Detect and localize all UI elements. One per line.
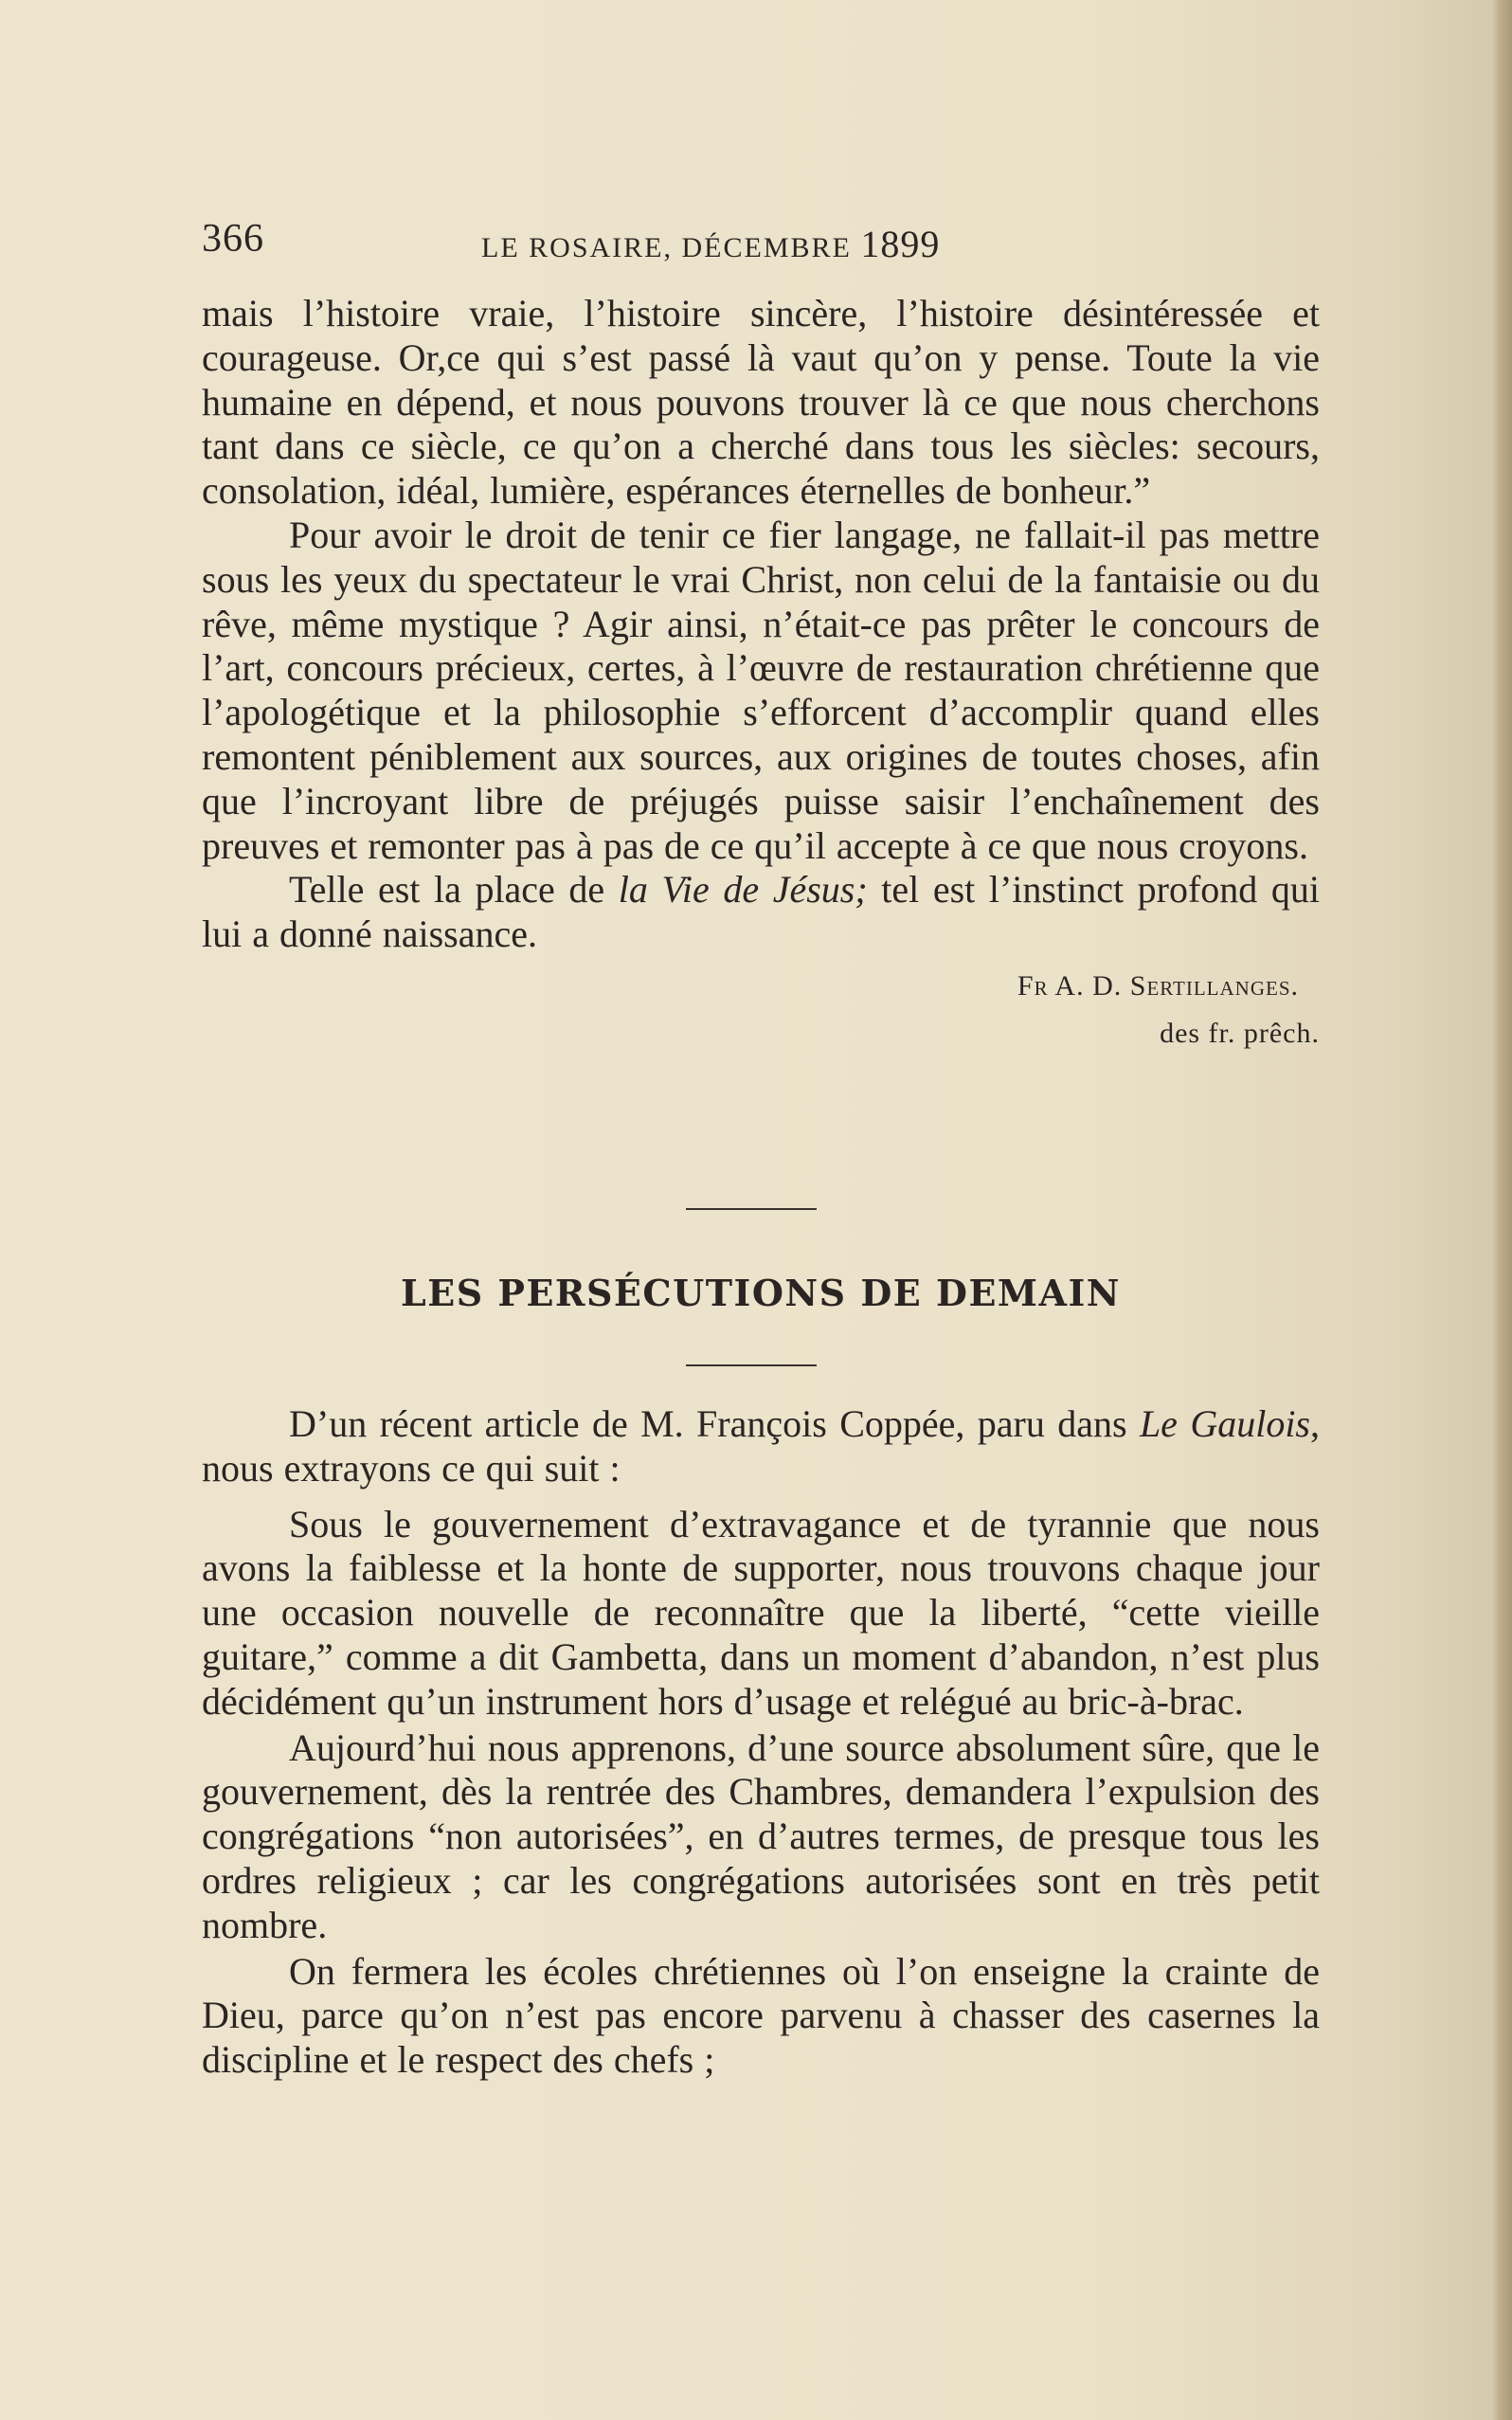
intro-italic: Le Gaulois <box>1139 1402 1310 1445</box>
signature-order: des fr. prêch. <box>1160 1017 1320 1049</box>
section-paragraph-3: On fermera les écoles chrétiennes où l’on enseigne la crainte de Dieu, parce qu’on n’est pas encore parvenu à chasser des casernes la discipline et le respect des chefs ; <box>202 1949 1320 2082</box>
intro-text-a: D’un récent article de M. François Coppée, paru dans <box>289 1402 1140 1445</box>
separator-rule-top <box>686 1208 817 1210</box>
running-title-text: LE ROSAIRE, DÉCEMBRE <box>481 232 852 263</box>
paragraph-3-text-a: Telle est la place de <box>289 868 619 912</box>
paragraph-3-text-b: tel est l’instinct profond qui lui a donné naissance. <box>202 868 1321 956</box>
article-continuation <box>202 292 1320 1059</box>
page-header <box>202 216 1315 273</box>
paragraph-1: mais l’histoire vraie, l’histoire sincère, l’histoire désintéressée et courageuse. Or,ce qui s’est passé là vaut qu’on y pense. Toute la vie humaine en dépend, et nous pouvons trouver là ce que nous cherchons tant dans ce siècle, ce qu’on a cherché dans tous les siècles: secours, consolation, idéal, lumière, espérances éternelles de bonheur.” <box>202 292 1320 513</box>
running-title-year: 1899 <box>860 223 941 265</box>
section-paragraph-2: Aujourd’hui nous apprenons, d’une source absolument sûre, que le gouvernement, dès la rentrée des Chambres, demandera l’expulsion des congrégations “non autorisées”, en d’autres termes, de presque tous les ordres religieux ; car les congrégations autorisées sont en très petit nombre. <box>202 1725 1320 1946</box>
page-edge <box>1491 0 1512 2420</box>
article-persecutions <box>202 1402 1320 2083</box>
signature: Fr A. D. Sertillanges. <box>1017 969 1299 1002</box>
running-title <box>481 222 940 266</box>
section-title: LES PERSÉCUTIONS DE DEMAIN <box>401 1272 1121 1314</box>
separator-rule-bottom <box>686 1364 817 1366</box>
section-paragraph-1: Sous le gouvernement d’extravagance et de tyrannie que nous avons la faiblesse et la honte de supporter, nous trouvons chaque jour une occasion nouvelle de reconnaître que la liberté, “cette vieille guitare,” comme a dit Gambetta, dans un moment d’abandon, n’est plus décidément qu’un instrument hors d’usage et relégué au bric-à-brac. <box>202 1502 1320 1723</box>
paragraph-3 <box>202 868 1320 957</box>
paragraph-3-italic: la Vie de Jésus; <box>618 868 868 912</box>
paragraph-2: Pour avoir le droit de tenir ce fier langage, ne fallait-il pas mettre sous les yeux du spectateur le vrai Christ, non celui de la fantaisie ou du rêve, même mystique ? Agir ainsi, n’était-ce pas prêter le concours de l’art, concours précieux, certes, à l’œuvre de restauration chrétienne que l’apologétique et la philosophie s’efforcent d’accomplir quand elles remontent péniblement aux sources, aux origines de toutes choses, afin que l’incroyant libre de préjugés puisse saisir l’enchaînement des preuves et remonter pas à pas de ce qu’il accepte à ce que nous croyons. <box>202 513 1320 867</box>
page-number: 366 <box>202 217 264 261</box>
intro-paragraph <box>202 1402 1320 1491</box>
intro-text-b: , nous extrayons ce qui suit : <box>202 1402 1320 1490</box>
